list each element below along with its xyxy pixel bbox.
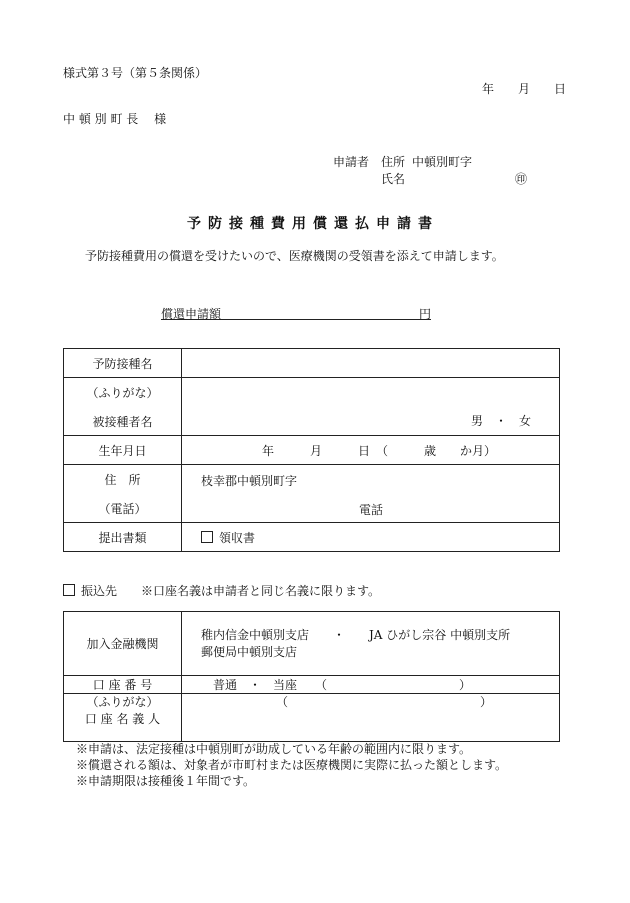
applicant-name-label: 氏名 xyxy=(381,172,406,186)
note-item: ※申請期限は接種後１年間です。 xyxy=(76,774,256,788)
recipient-label-cell xyxy=(64,378,182,436)
applicant-address-value: 中頓別町字 xyxy=(412,155,473,169)
vaccine-name-label: 予防接種名 xyxy=(64,349,182,378)
account-number-field[interactable]: 普通 ・ 当座 （ ） xyxy=(182,676,560,694)
holder-label-cell xyxy=(64,694,182,742)
transfer-note: ※口座名義は申請者と同じ名義に限ります。 xyxy=(141,584,381,598)
furigana-label: （ふりがな） xyxy=(86,385,159,400)
bank-options[interactable] xyxy=(182,612,560,676)
bank-table xyxy=(63,611,560,742)
sex-options[interactable]: 男 ・ 女 xyxy=(471,414,532,428)
applicant-label: 申請者 xyxy=(333,155,370,169)
date-line: 年 月 日 xyxy=(482,82,567,96)
phone-value: 電話 xyxy=(359,503,384,517)
receipt-label: 領収書 xyxy=(219,530,256,545)
address-label: 住 所 xyxy=(104,472,141,487)
recipient-name-field[interactable] xyxy=(182,378,560,436)
phone-label: （電話） xyxy=(98,501,147,516)
transfer-checkbox[interactable] xyxy=(63,584,75,596)
amount-label: 償還申請額 xyxy=(161,307,222,321)
amount-unit: 円 xyxy=(419,307,432,321)
note-item: ※償還される額は、対象者が市町村または医療機関に実際に払った額とします。 xyxy=(76,758,508,772)
intro-text: 予防接種費用の償還を受けたいので、医療機関の受領書を添えて申請します。 xyxy=(85,249,504,263)
applicant-table xyxy=(63,348,560,552)
form-number: 様式第３号（第５条関係） xyxy=(63,66,208,80)
document-title: 予防接種費用償還払申請書 xyxy=(187,216,439,232)
holder-furigana-label: （ふりがな） xyxy=(86,695,159,709)
seal-mark: ㊞ xyxy=(515,172,528,186)
documents-field[interactable] xyxy=(182,523,560,552)
applicant-address-label: 住所 xyxy=(381,155,406,169)
address-value: 枝幸郡中頓別町字 xyxy=(201,474,298,488)
bank-line-2: 郵便局中頓別支店 xyxy=(201,644,298,659)
account-number-label: 口 座 番 号 xyxy=(64,676,182,694)
recipient-name-label: 被接種者名 xyxy=(92,414,153,429)
account-holder-field[interactable] xyxy=(182,694,560,742)
notes xyxy=(76,741,507,789)
vaccine-name-field[interactable] xyxy=(182,349,560,378)
note-item: ※申請は、法定接種は中頓別町が助成している年齢の範囲内に限ります。 xyxy=(76,742,472,756)
addressee: 中 頓 別 町 長 様 xyxy=(63,112,167,126)
transfer-label: 振込先 xyxy=(81,584,118,598)
dob-field[interactable]: 年 月 日 （ 歳 か月） xyxy=(182,436,560,465)
bank-label: 加入金融機関 xyxy=(64,612,182,676)
documents-label: 提出書類 xyxy=(64,523,182,552)
transfer-row xyxy=(63,582,380,599)
bank-line-1: 稚内信金中頓別支店 ・ JA ひがし宗谷 中頓別支所 xyxy=(201,627,511,642)
receipt-checkbox[interactable] xyxy=(201,531,213,543)
address-field[interactable] xyxy=(182,465,560,523)
holder-furigana-field[interactable]: （ ） xyxy=(276,695,493,709)
account-holder-label: 口 座 名 義 人 xyxy=(84,712,161,726)
dob-label: 生年月日 xyxy=(64,436,182,465)
address-label-cell xyxy=(64,465,182,523)
